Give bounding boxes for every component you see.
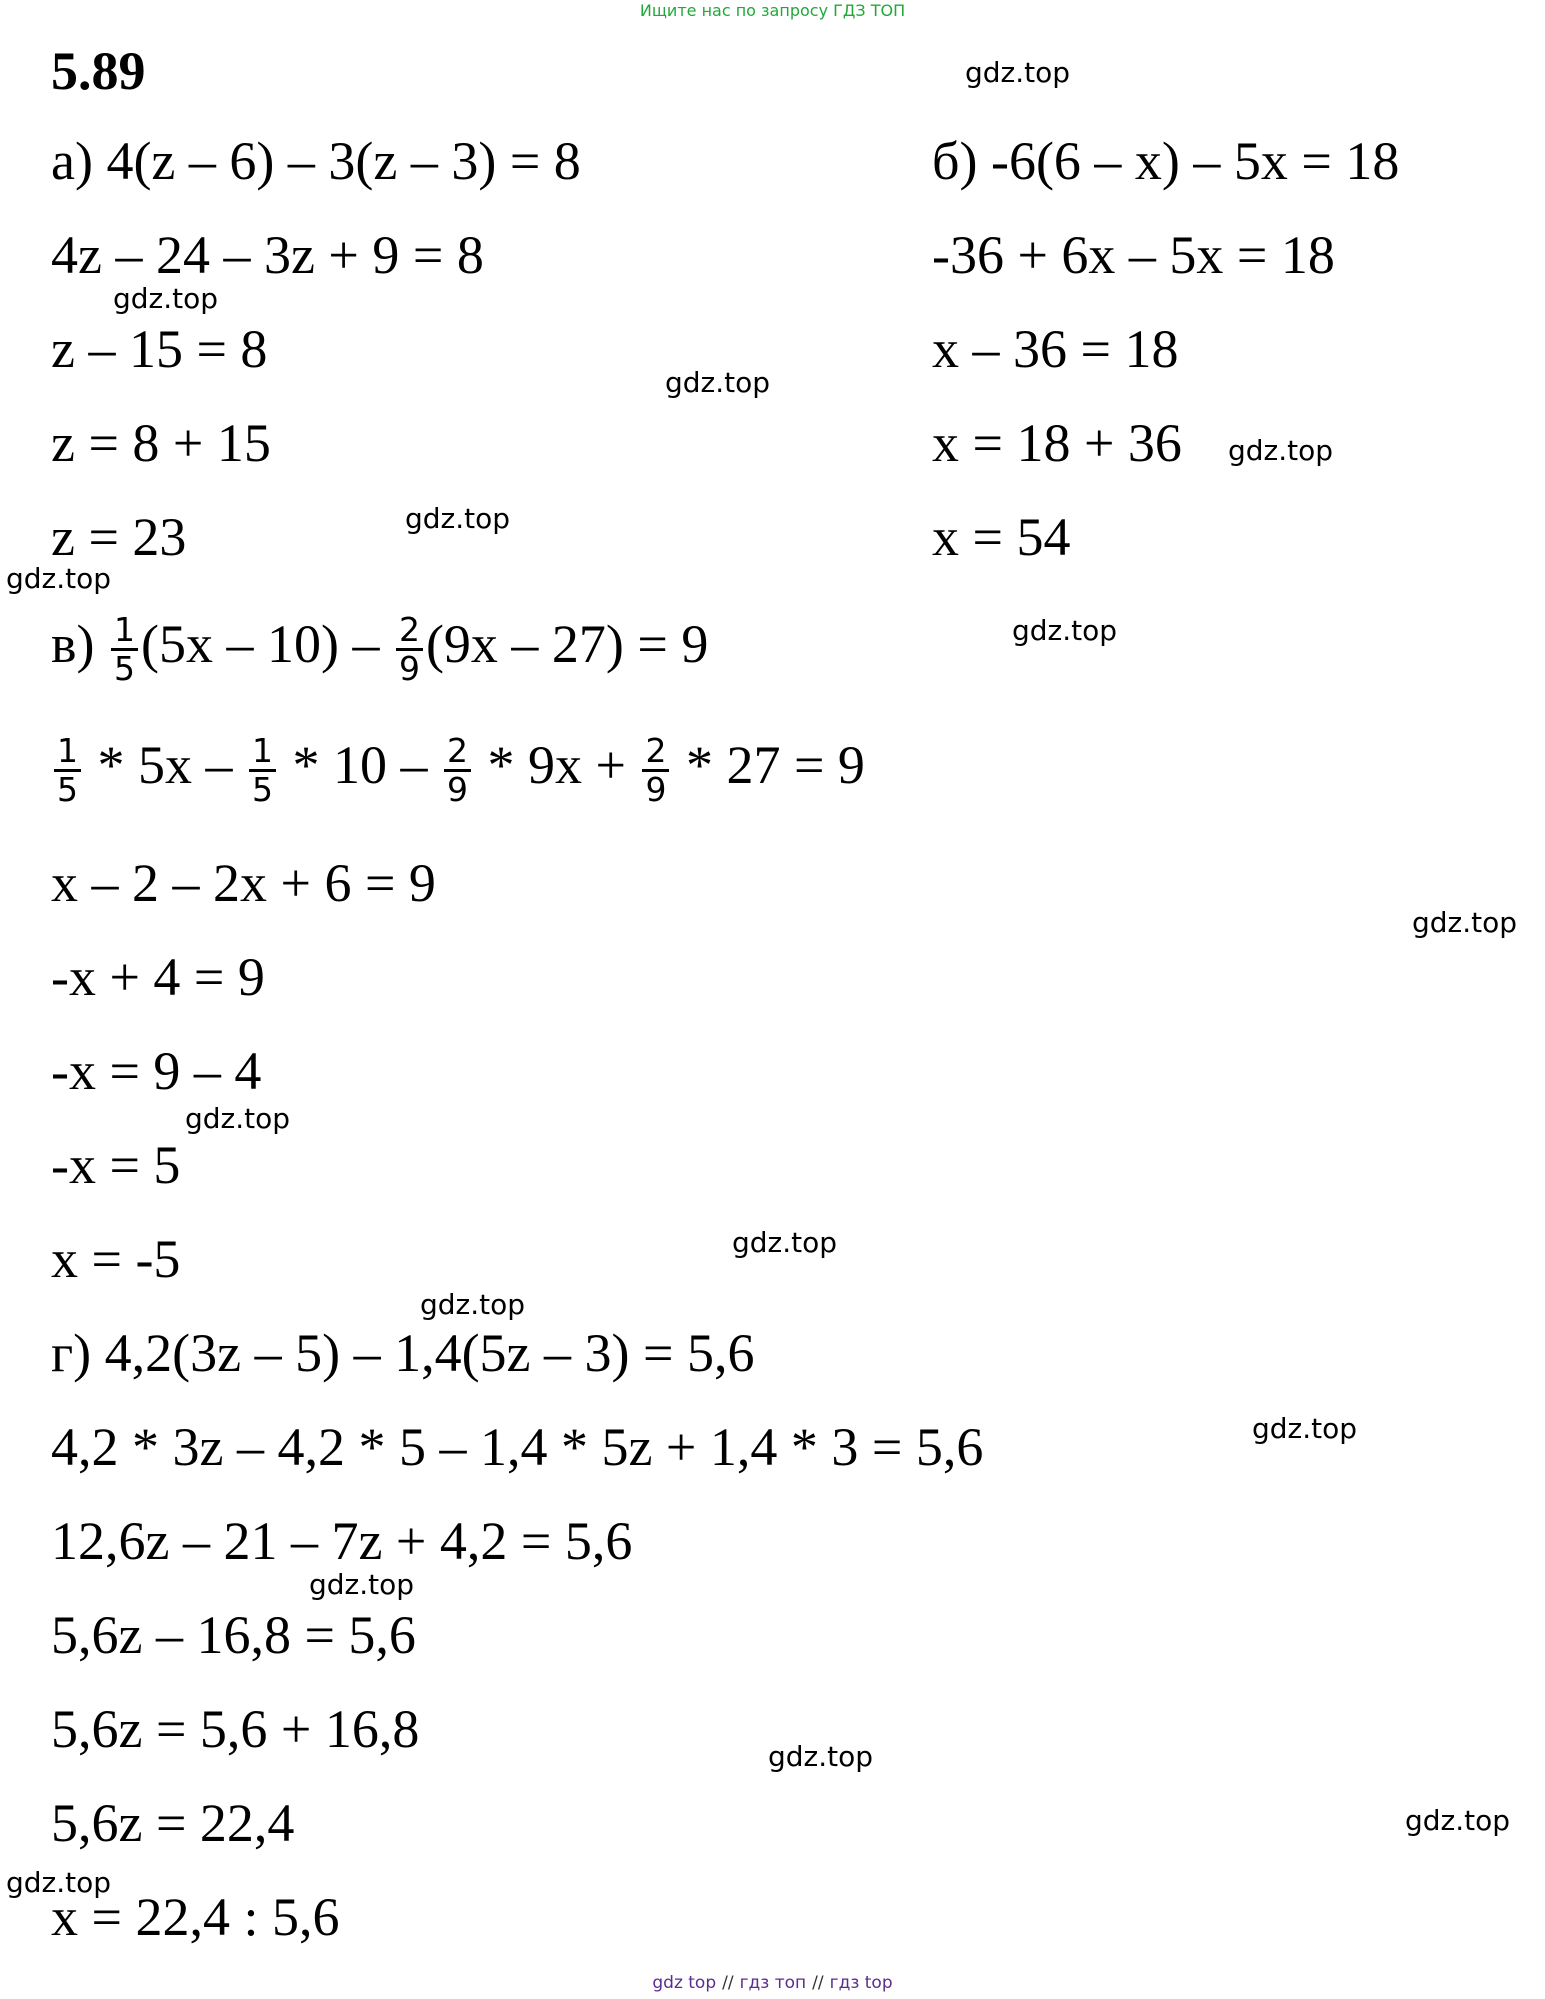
part-a-line-3: z – 15 = 8 xyxy=(51,319,268,379)
watermark: gdz.top xyxy=(1012,614,1118,647)
watermark: gdz.top xyxy=(420,1288,526,1321)
footer-links xyxy=(0,1973,1545,1993)
part-v-line-2-term-4: * 27 = 9 xyxy=(685,734,865,795)
watermark: gdz.top xyxy=(1405,1804,1511,1837)
part-g-line-1: г) 4,2(3z – 5) – 1,4(5z – 3) = 5,6 xyxy=(51,1323,755,1383)
part-g-line-5: 5,6z = 5,6 + 16,8 xyxy=(51,1699,420,1759)
part-b-line-3: x – 36 = 18 xyxy=(932,319,1179,379)
part-v-line-3: x – 2 – 2x + 6 = 9 xyxy=(51,853,436,913)
part-a-line-1: а) 4(z – 6) – 3(z – 3) = 8 xyxy=(51,131,581,191)
watermark: gdz.top xyxy=(1228,434,1334,467)
part-b-line-5: x = 54 xyxy=(932,507,1071,567)
fraction-two-ninths: $\frac{2}{9}$ xyxy=(444,733,471,808)
part-b-line-1: б) -6(6 – x) – 5x = 18 xyxy=(932,131,1400,191)
part-a-line-2: 4z – 24 – 3z + 9 = 8 xyxy=(51,225,484,285)
fraction-one-fifth: $\frac{1}{5}$ xyxy=(111,612,138,687)
footer-separator: // xyxy=(722,1973,734,1993)
watermark: gdz.top xyxy=(1412,906,1518,939)
part-g-line-7: x = 22,4 : 5,6 xyxy=(51,1887,340,1947)
part-b-line-4: x = 18 + 36 xyxy=(932,413,1182,473)
watermark: gdz.top xyxy=(113,282,219,315)
watermark: gdz.top xyxy=(405,502,511,535)
part-v-line-1 xyxy=(51,612,708,687)
watermark: gdz.top xyxy=(1252,1412,1358,1445)
part-v-line-2-term-2: * 10 – xyxy=(292,734,428,795)
fraction-two-ninths: $\frac{2}{9}$ xyxy=(396,612,423,687)
part-g-line-4: 5,6z – 16,8 = 5,6 xyxy=(51,1605,416,1665)
footer-link-gdz-top[interactable]: gdz top xyxy=(652,1973,717,1993)
fraction-one-fifth: $\frac{1}{5}$ xyxy=(249,733,276,808)
part-v-line-5: -x = 9 – 4 xyxy=(51,1041,262,1101)
watermark: gdz.top xyxy=(768,1740,874,1773)
footer-link-gdz-top-mixed[interactable]: гдз top xyxy=(829,1973,893,1993)
watermark: gdz.top xyxy=(185,1102,291,1135)
footer-separator: // xyxy=(812,1973,824,1993)
watermark: gdz.top xyxy=(965,56,1071,89)
part-v-line-2-term-3: * 9x + xyxy=(487,734,626,795)
part-v-line-6: -x = 5 xyxy=(51,1135,181,1195)
part-v-line-4: -x + 4 = 9 xyxy=(51,947,265,1007)
footer-link-gdz-top-ru[interactable]: гдз топ xyxy=(739,1973,807,1993)
top-banner[interactable]: Ищите нас по запросу ГДЗ ТОП xyxy=(639,1,906,20)
watermark: gdz.top xyxy=(6,1866,112,1899)
fraction-one-fifth: $\frac{1}{5}$ xyxy=(54,733,81,808)
part-g-line-6: 5,6z = 22,4 xyxy=(51,1793,295,1853)
part-v-line-2 xyxy=(51,733,865,808)
part-v-term-1: (5x – 10) – xyxy=(140,613,380,674)
watermark: gdz.top xyxy=(6,562,112,595)
part-g-line-3: 12,6z – 21 – 7z + 4,2 = 5,6 xyxy=(51,1511,633,1571)
part-v-term-2: (9x – 27) = 9 xyxy=(425,613,709,674)
watermark: gdz.top xyxy=(665,366,771,399)
part-b-line-2: -36 + 6x – 5x = 18 xyxy=(932,225,1335,285)
part-a-line-4: z = 8 + 15 xyxy=(51,413,271,473)
fraction-two-ninths: $\frac{2}{9}$ xyxy=(642,733,669,808)
part-v-line-7: x = -5 xyxy=(51,1229,181,1289)
part-v-line-2-term-1: * 5x – xyxy=(97,734,233,795)
problem-number: 5.89 xyxy=(51,41,146,101)
watermark: gdz.top xyxy=(309,1568,415,1601)
part-a-line-5: z = 23 xyxy=(51,507,187,567)
part-v-label: в) xyxy=(51,613,95,674)
watermark: gdz.top xyxy=(732,1226,838,1259)
part-g-line-2: 4,2 * 3z – 4,2 * 5 – 1,4 * 5z + 1,4 * 3 = 5,6 xyxy=(51,1417,984,1477)
